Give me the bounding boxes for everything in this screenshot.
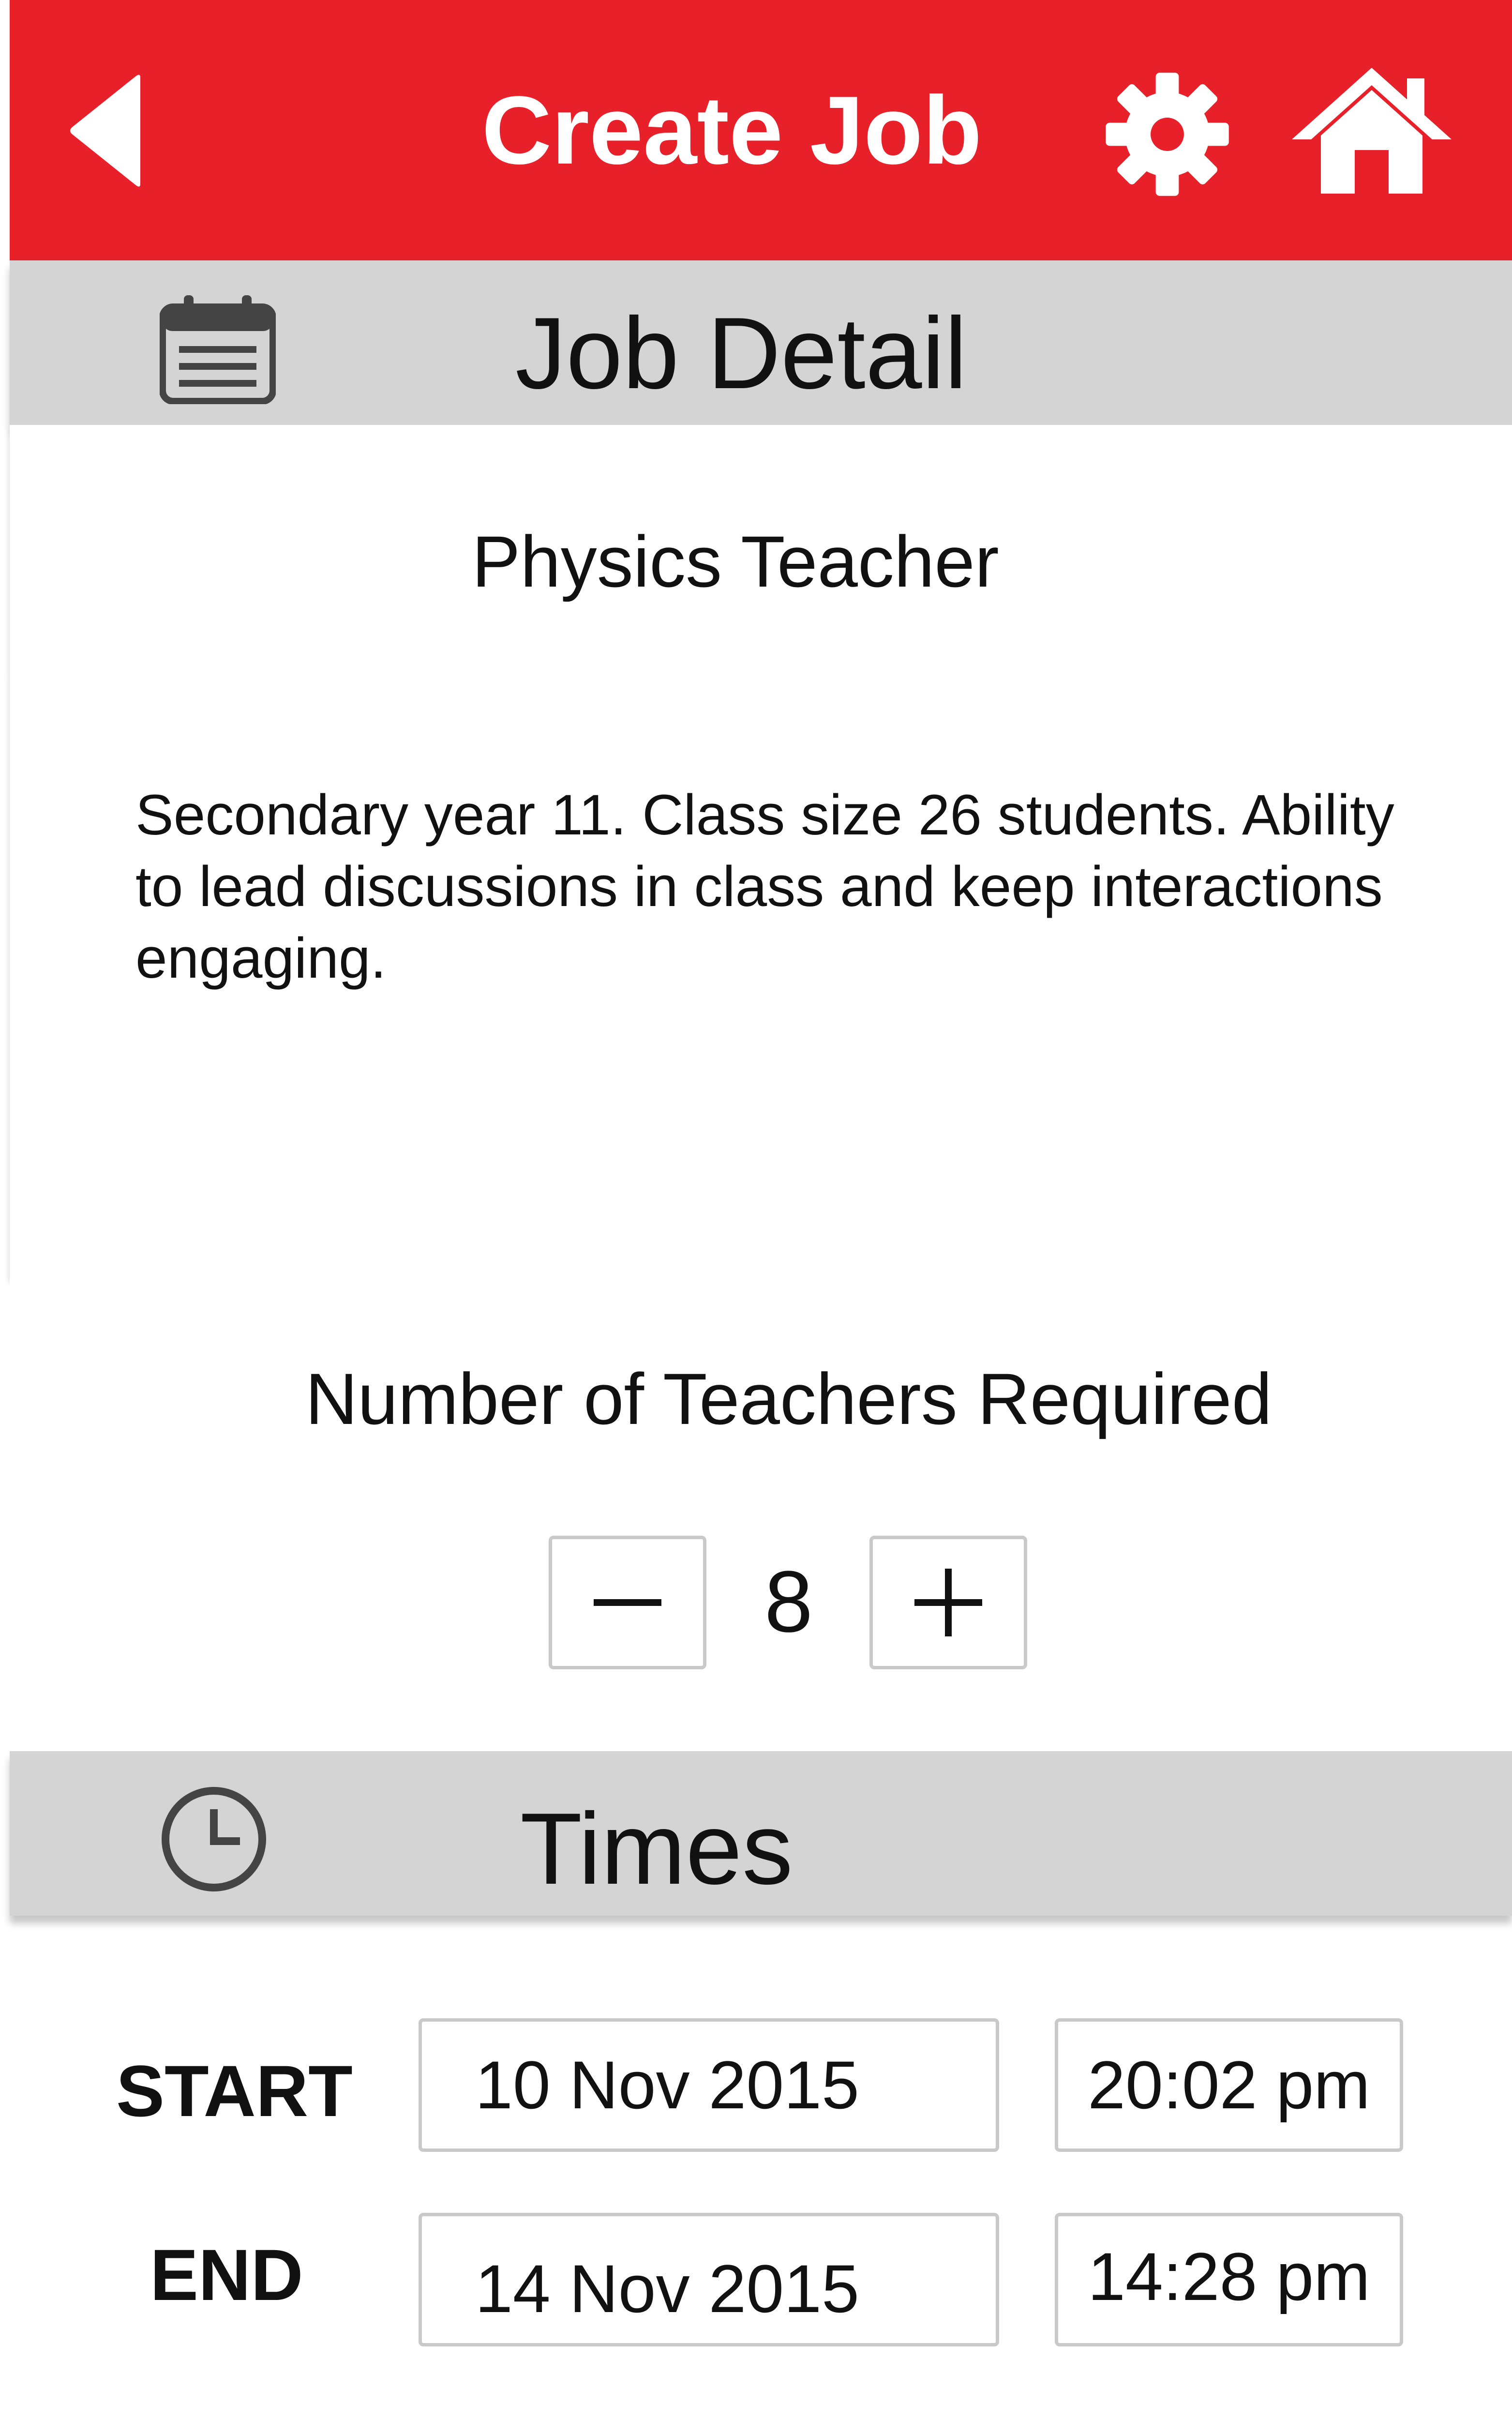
increment-button[interactable] — [869, 1536, 1027, 1669]
clock-icon — [160, 1785, 269, 1894]
start-label: START — [116, 2050, 353, 2132]
home-button[interactable] — [1292, 68, 1452, 194]
job-description-field[interactable]: Secondary year 11. Class size 26 students. Ability to lead discussions in class and keep interactions engaging. — [135, 783, 1394, 990]
home-icon — [1292, 68, 1452, 194]
end-label: END — [150, 2234, 303, 2315]
page-title: Create Job — [481, 76, 982, 184]
calendar-icon — [160, 295, 276, 404]
teachers-count: 8 — [764, 1553, 813, 1650]
settings-button[interactable] — [1103, 70, 1231, 198]
times-section-label: Times — [520, 1792, 793, 1906]
job-title-field[interactable]: Physics Teacher — [472, 521, 999, 602]
plus-icon — [873, 1539, 1024, 1666]
teachers-required-card — [10, 1277, 1512, 1751]
teachers-required-label: Number of Teachers Required — [305, 1358, 1272, 1439]
gear-icon — [1103, 70, 1231, 198]
minus-icon — [552, 1539, 703, 1666]
end-time-field[interactable]: 14:28 pm — [1055, 2213, 1403, 2346]
start-date-field[interactable]: 10 Nov 2015 — [419, 2018, 999, 2152]
decrement-button[interactable] — [549, 1536, 706, 1669]
job-detail-section-label: Job Detail — [515, 296, 967, 410]
start-time-field[interactable]: 20:02 pm — [1055, 2018, 1403, 2152]
end-date-field[interactable]: 14 Nov 2015 — [419, 2213, 999, 2346]
